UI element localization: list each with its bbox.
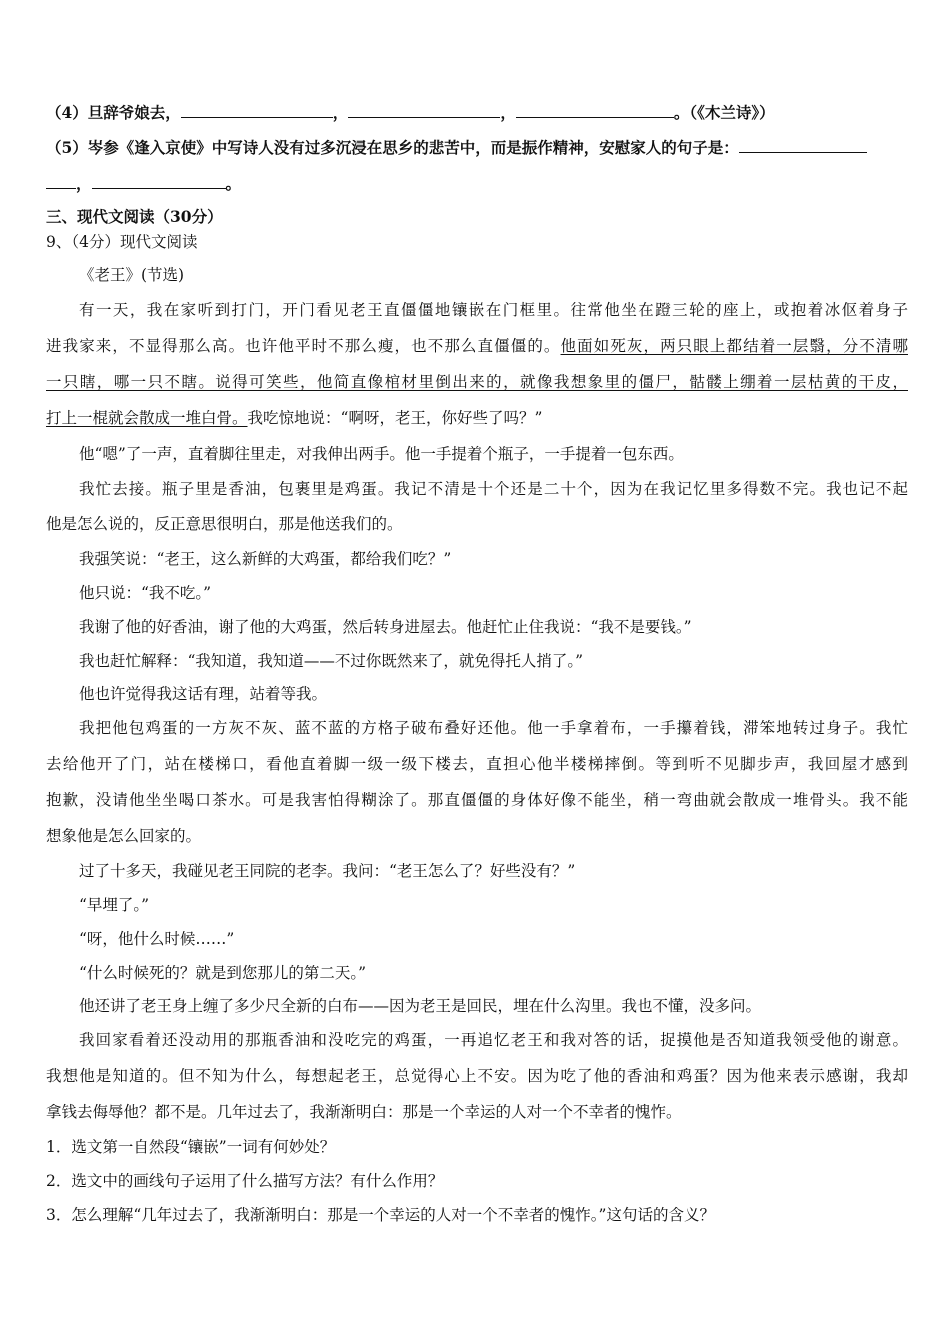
passage-p15-line1: 我回家看着还没动用的那瓶香油和没吃完的鸡蛋，一再追忆老王和我对答的话，捉摸他是否知道我领受他的谢意。	[79, 1031, 908, 1049]
passage-p3-line1: 我忙去接。瓶子里是香油，包裹里是鸡蛋。我记不清是十个还是二十个，因为在我记忆里多得数不完。我也记不起	[79, 480, 908, 498]
underlined-sentence-part3: 打上一棍就会散成一堆白骨。	[46, 409, 248, 427]
sub-question-1: 1．选文第一自然段“镶嵌”一词有何妙处？	[46, 1138, 336, 1156]
passage-p4: 我强笑说：“老王，这么新鲜的大鸡蛋，都给我们吃？”	[79, 550, 452, 568]
q5-blank-1b[interactable]	[46, 173, 76, 189]
q5-blank-2[interactable]	[92, 173, 226, 189]
passage-title: 《老王》(节选)	[79, 266, 185, 284]
q5-text: （5）岑参《逢入京使》中写诗人没有过多沉浸在思乡的悲苦中，而是振作精神，安慰家人的句子是：	[46, 138, 739, 157]
passage-p9-line1: 我把他包鸡蛋的一方灰不灰、蓝不蓝的方格子破布叠好还他。他一手拿着布，一手攥着钱，滞笨地转过身子。我忙	[79, 719, 908, 737]
section-heading: 三、现代文阅读（30分）	[46, 207, 223, 226]
sub-question-2: 2．选文中的画线句子运用了什么描写方法？有什么作用？	[46, 1172, 444, 1190]
question-5-line-2	[46, 173, 908, 194]
passage-p15-line3: 拿钱去侮辱他？都不是。几年过去了，我渐渐明白：那是一个幸运的人对一个不幸者的愧怍。	[46, 1103, 682, 1121]
underlined-sentence-part1: 他面如死灰，两只眼上都结着一层翳，分不清哪	[560, 337, 908, 355]
passage-p1-line4	[46, 408, 908, 428]
passage-p12: “呀，他什么时候……”	[79, 930, 235, 948]
passage-p1-line1: 有一天，我在家听到打门，开门看见老王直僵僵地镶嵌在门框里。往常他坐在蹬三轮的座上，或抱着冰伛着身子	[79, 301, 908, 319]
sub-question-3: 3．怎么理解“几年过去了，我渐渐明白：那是一个幸运的人对一个不幸者的愧怍。”这句话的含义？	[46, 1206, 715, 1224]
q4-blank-2[interactable]	[348, 102, 500, 118]
q4-blank-1[interactable]	[181, 102, 333, 118]
q5-blank-1a[interactable]	[739, 137, 867, 153]
passage-p7: 我也赶忙解释：“我知道，我知道——不过你既然来了，就免得托人捎了。”	[79, 652, 584, 670]
passage-p14: 他还讲了老王身上缠了多少尺全新的白布——因为老王是回民，埋在什么沟里。我也不懂，没多问。	[79, 997, 762, 1015]
passage-p13: “什么时候死的？就是到您那儿的第二天。”	[79, 964, 367, 982]
passage-p8: 他也许觉得我这话有理，站着等我。	[79, 685, 328, 703]
p1-line2-plain: 进我家来，不显得那么高。也许他平时不那么瘦，也不那么直僵僵的。	[46, 337, 561, 355]
q4-prefix: （4）旦辞爷娘去，	[46, 103, 181, 122]
underlined-sentence-part2: 一只瞎，哪一只不瞎。说得可笑些，他简直像棺材里倒出来的，就像我想象里的僵尸，骷髅上绷着一层枯黄的干皮，	[46, 373, 908, 391]
passage-p6: 我谢了他的好香油，谢了他的大鸡蛋，然后转身进屋去。他赶忙止住我说：“我不是要钱。”	[79, 618, 692, 636]
question-4-line	[46, 102, 908, 123]
passage-p15-line2: 我想他是知道的。但不知为什么，每想起老王，总觉得心上不安。因为吃了他的香油和鸡蛋？因为他来表示感谢，我却	[46, 1067, 908, 1085]
passage-p2: 他“嗯”了一声，直着脚往里走，对我伸出两手。他一手提着个瓶子，一手提着一包东西。	[79, 445, 684, 463]
passage-p10: 过了十多天，我碰见老王同院的老李。我问：“老王怎么了？好些没有？”	[79, 862, 576, 880]
q5-separator: ，	[76, 174, 92, 193]
passage-p1-line2	[46, 336, 908, 356]
q4-blank-3[interactable]	[516, 102, 674, 118]
q5-end: 。	[225, 174, 242, 193]
passage-p9-line4: 想象他是怎么回家的。	[46, 827, 202, 845]
q4-suffix: 。（《木兰诗》）	[673, 103, 775, 122]
question-9-heading: 9、（4分）现代文阅读	[46, 233, 198, 251]
passage-p9-line2: 去给他开了门，站在楼梯口，看他直着脚一级一级下楼去，直担心他半楼梯摔倒。等到听不见脚步声，我回屋才感到	[46, 755, 908, 773]
question-5-line	[46, 137, 908, 158]
p1-line4-plain: 我吃惊地说：“啊呀，老王，你好些了吗？”	[247, 409, 543, 427]
passage-p5: 他只说：“我不吃。”	[79, 584, 212, 602]
q4-separator-1: ，	[332, 103, 349, 122]
q4-separator-2: ，	[500, 103, 516, 122]
passage-p3-line2: 他是怎么说的，反正意思很明白，那是他送我们的。	[46, 515, 403, 533]
passage-p11: “早埋了。”	[79, 896, 150, 914]
passage-p9-line3: 抱歉，没请他坐坐喝口茶水。可是我害怕得糊涂了。那直僵僵的身体好像不能坐，稍一弯曲就会散成一堆骨头。我不能	[46, 791, 908, 809]
